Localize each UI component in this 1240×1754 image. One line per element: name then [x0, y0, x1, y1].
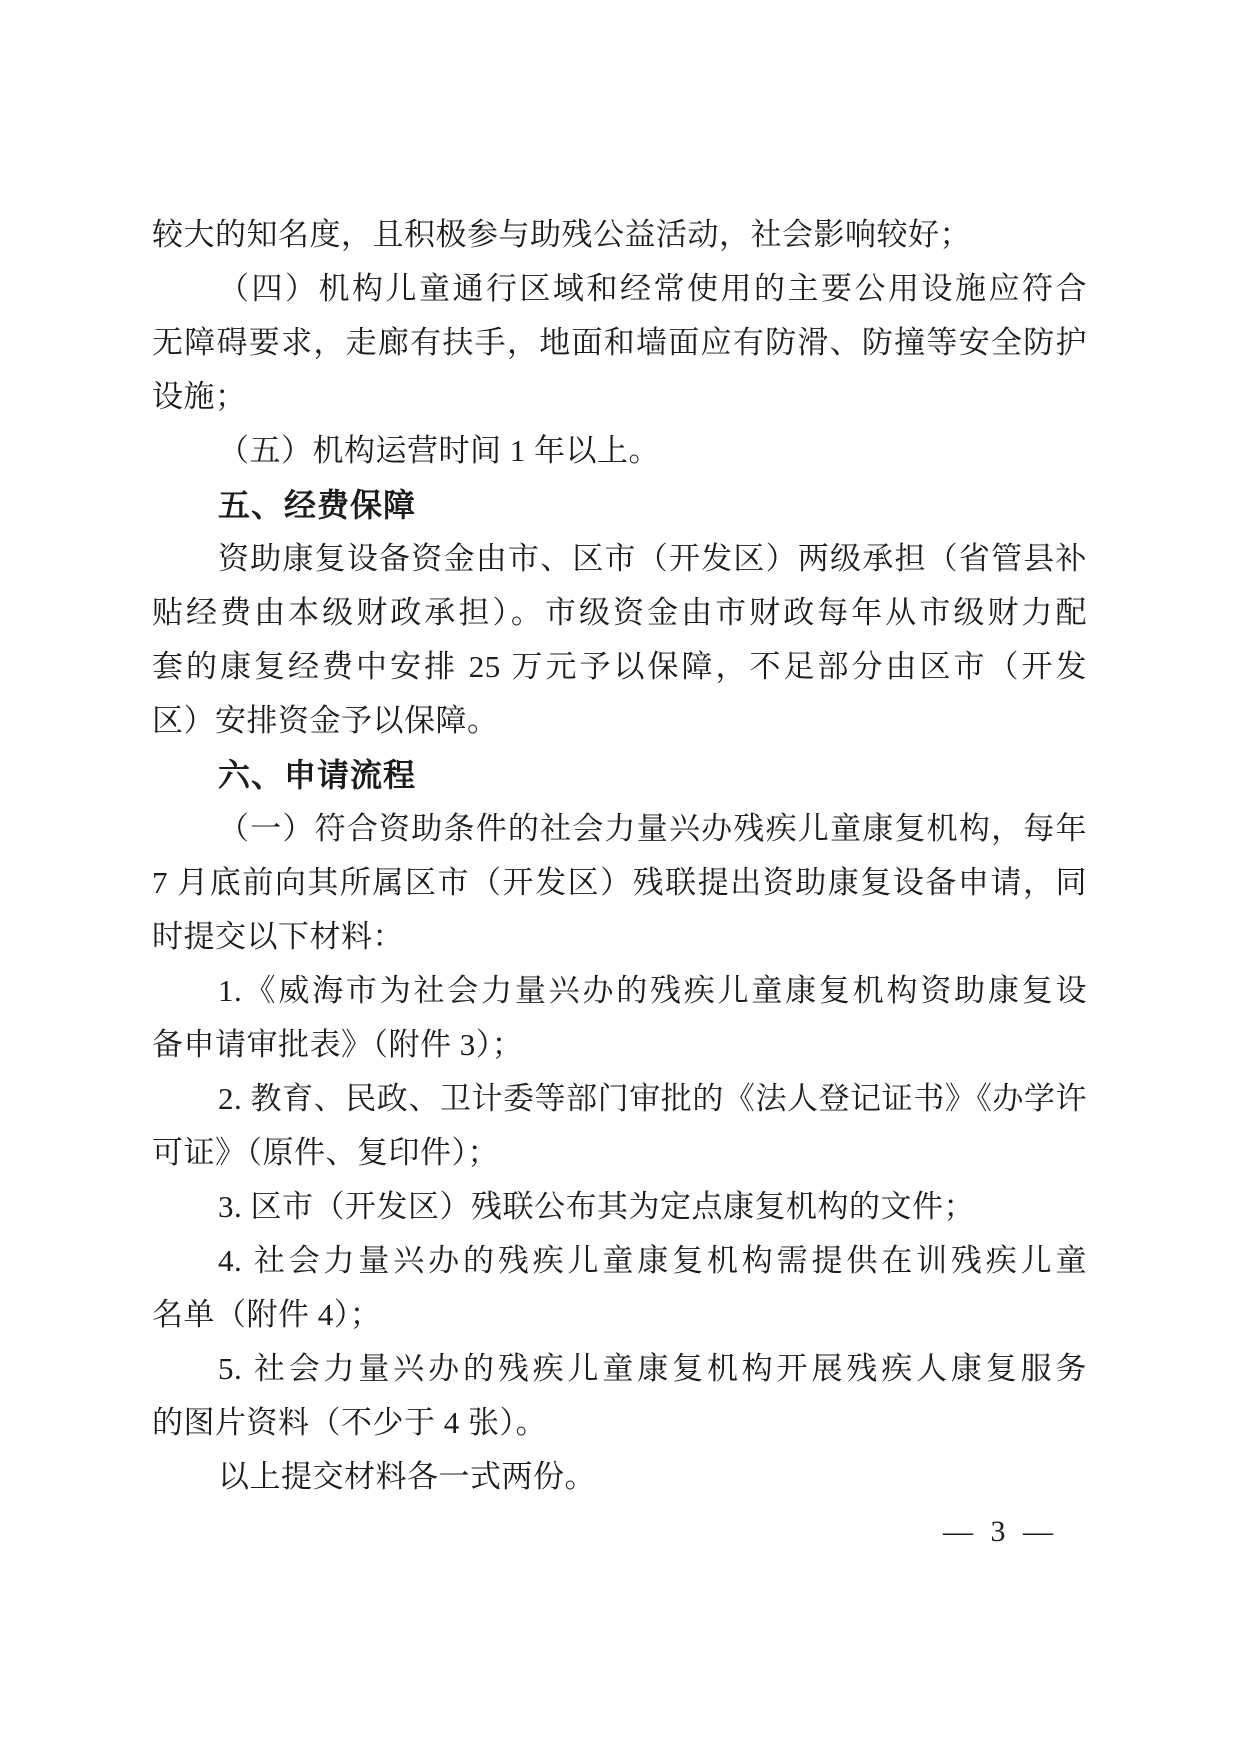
text-line: （一）符合资助条件的社会力量兴办残疾儿童康复机构，每年 [218, 811, 1087, 846]
text-line: （五）机构运营时间 1 年以上。 [218, 433, 660, 468]
text-line: 贴经费由本级财政承担）。市级资金由市财政每年从市级财力配 [152, 595, 1087, 630]
text-line: 7 月底前向其所属区市（开发区）残联提出资助康复设备申请，同 [152, 865, 1087, 900]
text-line: 3. 区市（开发区）残联公布其为定点康复机构的文件； [218, 1189, 975, 1224]
text-line: 较大的知名度，且积极参与助残公益活动，社会影响较好； [152, 217, 971, 252]
section-heading: 五、经费保障 [218, 487, 417, 523]
section-heading: 六、申请流程 [218, 757, 417, 793]
text-line: 无障碍要求，走廊有扶手，地面和墙面应有防滑、防撞等安全防护 [152, 325, 1087, 360]
text-line: 4. 社会力量兴办的残疾儿童康复机构需提供在训残疾儿童 [218, 1243, 1087, 1278]
text-line: 名单（附件 4）； [152, 1297, 382, 1332]
document-body [152, 208, 1087, 1504]
text-line: 的图片资料（不少于 4 张）。 [152, 1405, 547, 1440]
text-line: 备申请审批表》（附件 3）； [152, 1027, 524, 1062]
text-line: 套的康复经费中安排 25 万元予以保障，不足部分由区市（开发 [152, 649, 1087, 684]
text-line: 以上提交材料各一式两份。 [218, 1459, 596, 1494]
text-line: 区）安排资金予以保障。 [152, 703, 499, 738]
text-line: 设施； [152, 379, 247, 414]
text-line: 资助康复设备资金由市、区市（开发区）两级承担（省管县补 [218, 541, 1087, 576]
text-line: 5. 社会力量兴办的残疾儿童康复机构开展残疾人康复服务 [218, 1351, 1087, 1386]
text-line: 1.《威海市为社会力量兴办的残疾儿童康复机构资助康复设 [218, 973, 1087, 1008]
text-line: 可证》（原件、复印件）； [152, 1135, 499, 1170]
text-line: 2. 教育、民政、卫计委等部门审批的《法人登记证书》《办学许 [218, 1081, 1087, 1116]
page-number: — 3 — [943, 1515, 1055, 1548]
text-line: 时提交以下材料： [152, 919, 404, 954]
text-line: （四）机构儿童通行区域和经常使用的主要公用设施应符合 [218, 271, 1087, 306]
